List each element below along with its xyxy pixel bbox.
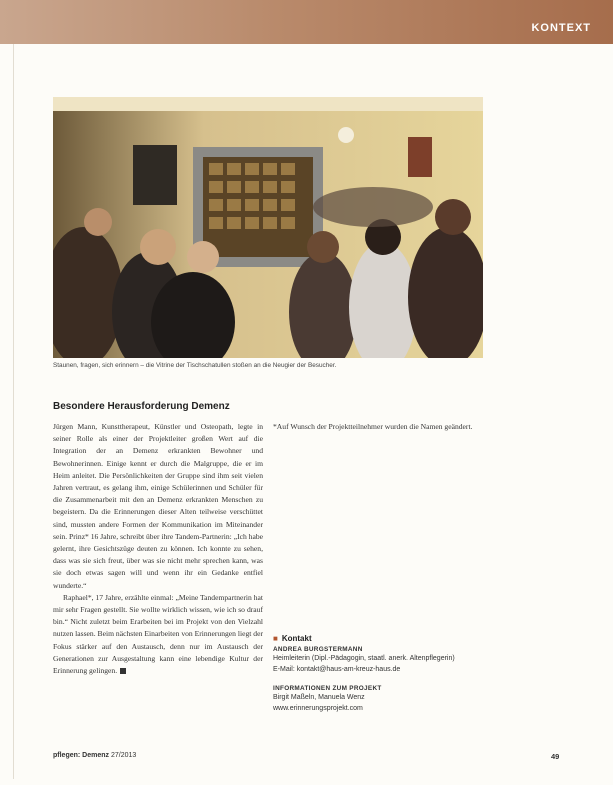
article-body <box>53 421 263 677</box>
contact-box <box>273 634 493 714</box>
header-bar <box>0 0 613 44</box>
magazine-name: pflegen: Demenz <box>53 752 110 759</box>
photo-exhibition-crowd-icon <box>53 97 483 358</box>
contact-role: Heimleiterin (Dipl.-Pädagogin, staatl. anerk. Altenpflegerin) <box>273 655 455 662</box>
section-label: KONTEXT <box>531 22 591 34</box>
issue-number: 27/2013 <box>110 752 137 759</box>
photo-caption: Staunen, fragen, sich erinnern – die Vitrine der Tischschatullen stoßen an die Neugier der Besucher. <box>53 362 337 369</box>
end-mark-icon <box>120 668 126 674</box>
contact-heading <box>273 634 493 643</box>
article-photo <box>53 97 483 358</box>
contact-name: ANDREA BURGSTERMANN <box>273 646 363 653</box>
project-people: Birgit Maßeln, Manuela Wenz <box>273 694 365 701</box>
footer-magazine <box>53 752 136 759</box>
footnote: *Auf Wunsch der Projektteilnehmer wurden die Namen geändert. <box>273 422 473 431</box>
page-number: 49 <box>551 752 560 761</box>
contact-heading-text: Kontakt <box>281 634 312 643</box>
project-heading: INFORMATIONEN ZUM PROJEKT <box>273 685 382 692</box>
page-edge-rule <box>13 44 14 779</box>
paragraph-2 <box>53 592 263 677</box>
paragraph-1: Jürgen Mann, Kunsttherapeut, Künstler und Osteopath, legte in seiner Rolle als einer der Projektleiter großen Wert auf die Integration der an Demenz erkrankten Bewohner und Bewohnerinnen. Einige kennt er durch die Malgruppe, die er im Heim anleitet. Die Persönlichkeiten der Gruppe sind ihm seit vielen Jahren vertraut, es gelang ihm, einige Schülerinnen und Schüler für die Zusammenarbeit mit den an Demenz erkrankten Menschen zu begeistern. Da die Erinnerungen dieser Alten teilweise verschüttet sind, mussten andere Formen der Kommunikation im Miteinander sein. Prinz* 16 Jahre, schreibt über ihre Tandem-Partnerin: „Ich habe gelernt, ihre Gesichtszüge deuten zu können. Ich konnte zu sehen, dass was sie sich freut, über was sie nicht mehr sprechen kann, was sie doch etwas sagen will und wenn ihr ein Gedanke entfiel wunderte.“ <box>53 422 263 590</box>
contact-email[interactable]: E-Mail: kontakt@haus-am-kreuz-haus.de <box>273 666 401 673</box>
paragraph-2-text: Raphael*, 17 Jahre, erzählte einmal: „Meine Tandempartnerin hat mir sehr Fragen gestellt. Sie wollte wirklich wissen, wie ich so drauf bin.“ Nicht zuletzt beim Erarbeiten bei im Projekt von den Vielzahl nutzen lassen. Beim nächsten Einarbeiten von Erinnerungen liegt der Fokus stärker auf den Austausch, denn nur im Austausch der Generationen zur Ausgestaltung kann eine lebendige Kultur der Erinnerung gelingen. <box>53 592 263 676</box>
project-web[interactable]: www.erinnerungsprojekt.com <box>273 705 363 712</box>
bullet-icon: ■ <box>273 634 278 643</box>
article-heading: Besondere Herausforderung Demenz <box>53 401 230 412</box>
